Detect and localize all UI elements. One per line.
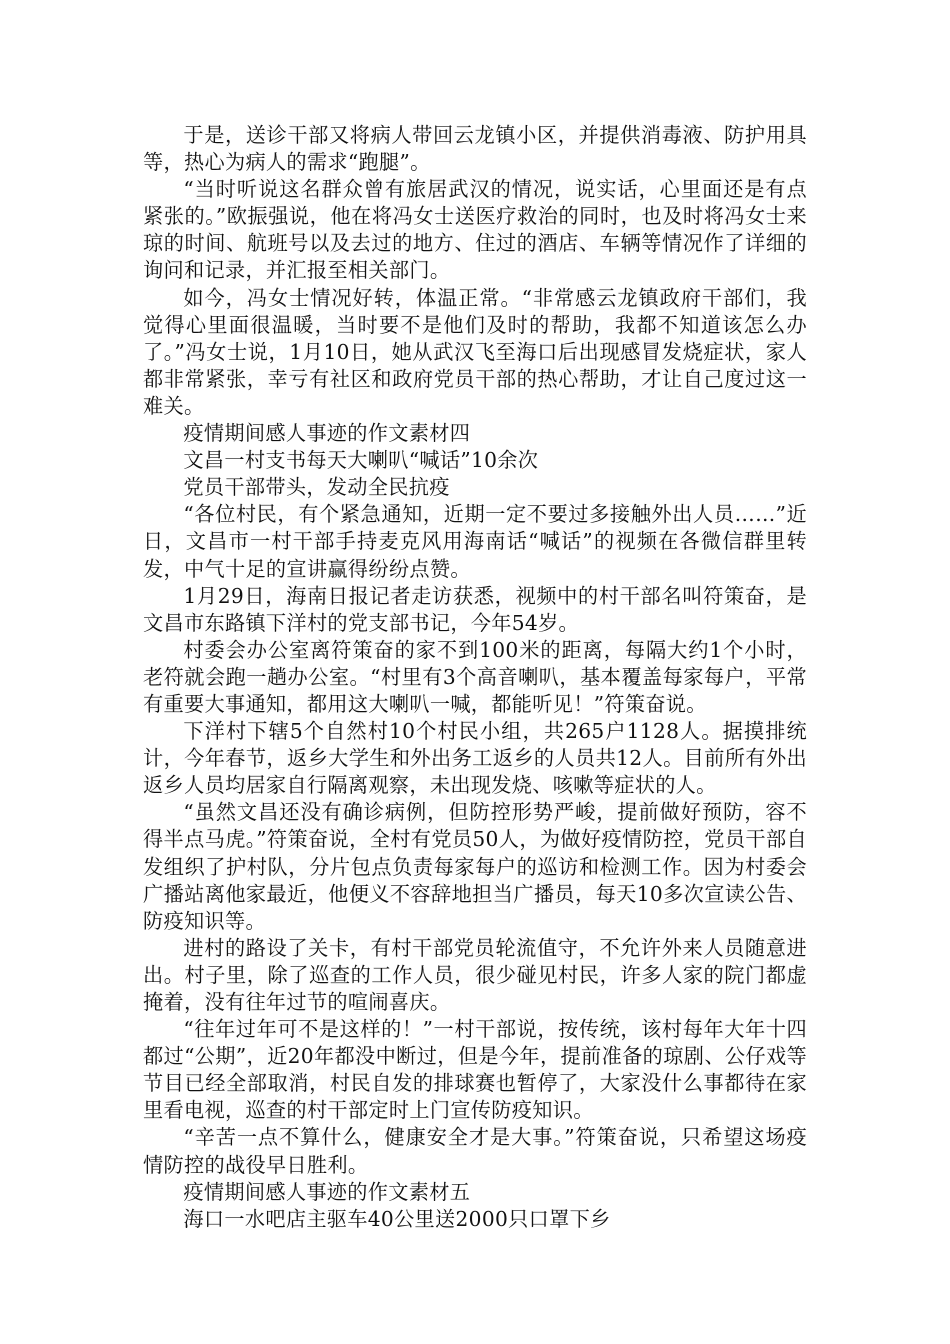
story-title-4: 文昌一村支书每天大喇叭“喊话”10余次 bbox=[183, 448, 539, 473]
paragraph-11: “虽然文昌还没有确诊病例，但防控形势严峻，提前做好预防，容不得半点马虎。”符策奋说，全村有党员50人，为做好疫情防控，党员干部自发组织了护村队，分片包点负责每家每户的巡访和检测工作。因为村委会广播站离他家最近，他便义不容辞地担当广播员，每天10多次宣读公告、防疫知识等。 bbox=[143, 800, 807, 933]
paragraph-10: 下洋村下辖5个自然村10个村民小组，共265户1128人。据摸排统计，今年春节，返乡大学生和外出务工返乡的人员共12人。目前所有外出返乡人员均居家自行隔离观察，未出现发烧、咳嗽等症状的人。 bbox=[143, 719, 807, 798]
paragraph-3: 如今，冯女士情况好转，体温正常。“非常感云龙镇政府干部们，我觉得心里面很温暖，当时要不是他们及时的帮助，我都不知道该怎么办了。”冯女士说，1月10日，她从武汉飞至海口后出现感冒发烧症状，家人都非常紧张，幸亏有社区和政府党员干部的热心帮助，才让自己度过这一难关。 bbox=[143, 285, 807, 418]
section-heading-4: 疫情期间感人事迹的作文素材四 bbox=[183, 421, 471, 446]
paragraph-7: “各位村民，有个紧急通知，近期一定不要过多接触外出人员……”近日，文昌市一村干部手持麦克风用海南话“喊话”的视频在各微信群里转发，中气十足的宣讲赢得纷纷点赞。 bbox=[143, 502, 807, 581]
paragraph-9: 村委会办公室离符策奋的家不到100米的距离，每隔大约1个小时，老符就会跑一趟办公室。“村里有3个高音喇叭，基本覆盖每家每户，平常有重要大事通知，都用这大喇叭一喊，都能听见！”符策奋说。 bbox=[143, 637, 807, 716]
story-title-5: 海口一水吧店主驱车40公里送2000只口罩下乡 bbox=[183, 1206, 611, 1231]
paragraph-14: “辛苦一点不算什么，健康安全才是大事。”符策奋说，只希望这场疫情防控的战役早日胜利。 bbox=[143, 1125, 807, 1177]
paragraph-12: 进村的路设了关卡，有村干部党员轮流值守，不允许外来人员随意进出。村子里，除了巡查的工作人员，很少碰见村民，许多人家的院门都虚掩着，没有往年过节的喧闹喜庆。 bbox=[143, 935, 807, 1014]
section-heading-5: 疫情期间感人事迹的作文素材五 bbox=[183, 1179, 471, 1204]
article-body bbox=[143, 122, 807, 1233]
paragraph-13: “往年过年可不是这样的！”一村干部说，按传统，该村每年大年十四都过“公期”，近20年都没中断过，但是今年，提前准备的琼剧、公仔戏等节目已经全部取消，村民自发的排球赛也暂停了，大家没什么事都待在家里看电视，巡查的村干部定时上门宣传防疫知识。 bbox=[143, 1017, 807, 1123]
paragraph-2: “当时听说这名群众曾有旅居武汉的情况，说实话，心里面还是有点紧张的。”欧振强说，他在将冯女士送医疗救治的同时，也及时将冯女士来琼的时间、航班号以及去过的地方、住过的酒店、车辆等情况作了详细的询问和记录，并汇报至相关部门。 bbox=[143, 177, 807, 283]
story-subtitle-4: 党员干部带头，发动全民抗疫 bbox=[183, 475, 450, 500]
paragraph-1: 于是，送诊干部又将病人带回云龙镇小区，并提供消毒液、防护用具等，热心为病人的需求“跑腿”。 bbox=[143, 123, 807, 175]
paragraph-8: 1月29日，海南日报记者走访获悉，视频中的村干部名叫符策奋，是文昌市东路镇下洋村的党支部书记，今年54岁。 bbox=[143, 583, 807, 635]
